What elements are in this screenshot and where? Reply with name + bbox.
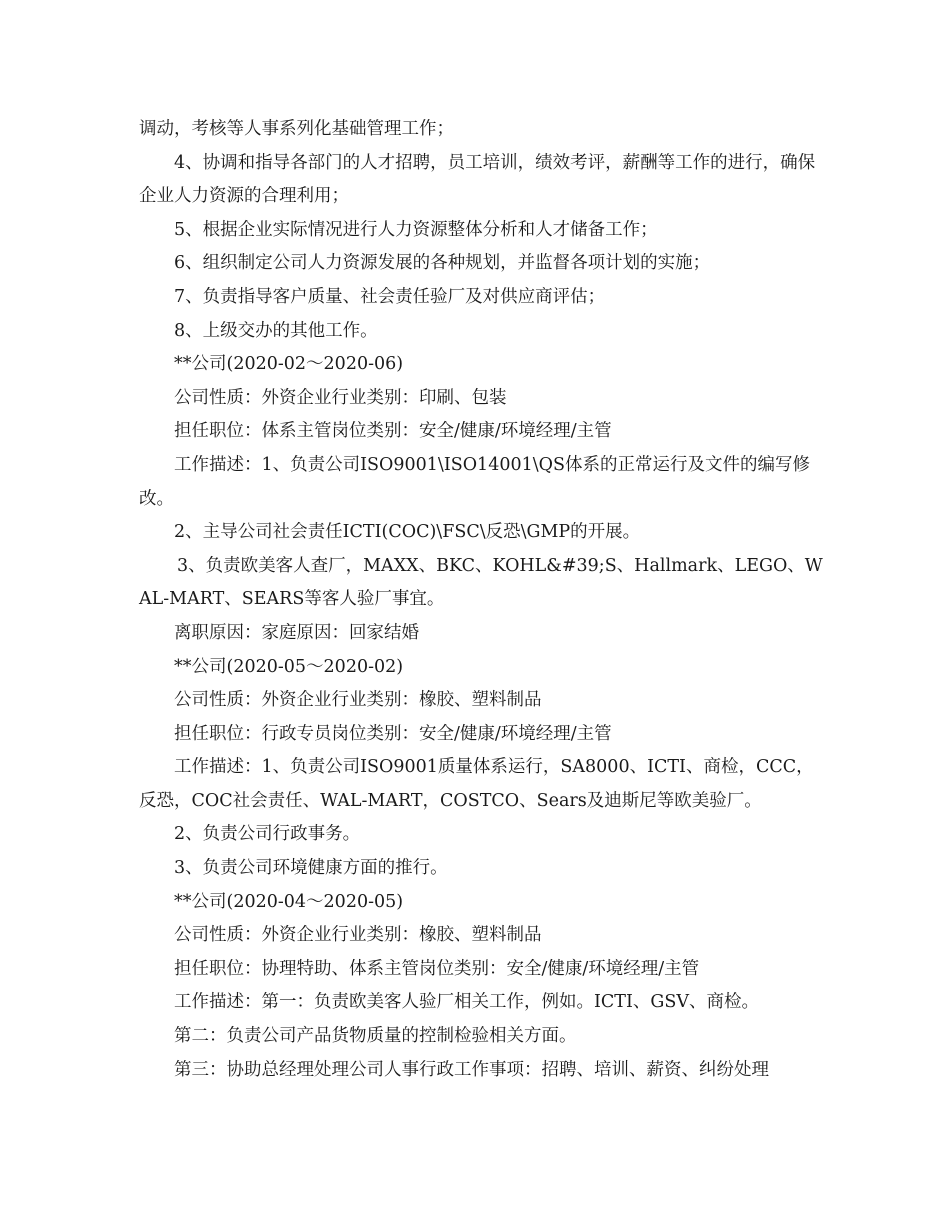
paragraph: 6、组织制定公司人力资源发展的各种规划，并监督各项计划的实施； <box>174 253 711 274</box>
position-held: 担任职位：协理特助、体系主管岗位类别：安全/健康/环境经理/主管 <box>174 958 700 979</box>
paragraph: 3、负责公司环境健康方面的推行。 <box>174 858 448 879</box>
company-nature: 公司性质：外资企业行业类别：橡胶、塑料制品 <box>174 925 542 946</box>
company-heading: **公司(2020-02～2020-06) <box>174 354 404 375</box>
paragraph: 3、负责欧美客人查厂，MAXX、BKC、KOHL&#39;S、Hallmark、LEGO、WAL-MART、SEARS等客人验厂事宜。 <box>139 555 823 610</box>
paragraph: 2、负责公司行政事务。 <box>174 824 361 845</box>
job-description: 工作描述：1、负责公司ISO9001\ISO14001\QS体系的正常运行及文件的编写修改。 <box>139 454 810 509</box>
paragraph: 第三：协助总经理处理公司人事行政工作事项：招聘、培训、薪资、纠纷处理 <box>174 1059 769 1080</box>
company-heading: **公司(2020-04～2020-05) <box>174 891 404 912</box>
paragraph: 4、协调和指导各部门的人才招聘，员工培训，绩效考评，薪酬等工作的进行，确保企业人力资源的合理利用； <box>139 152 816 207</box>
document-page <box>139 113 829 1087</box>
paragraph: 2、主导公司社会责任ICTI(COC)\FSC\反恐\GMP的开展。 <box>174 522 641 543</box>
company-nature: 公司性质：外资企业行业类别：橡胶、塑料制品 <box>174 690 542 711</box>
paragraph: 8、上级交办的其他工作。 <box>174 320 378 341</box>
company-heading: **公司(2020-05～2020-02) <box>174 656 404 677</box>
paragraph: 第二：负责公司产品货物质量的控制检验相关方面。 <box>174 1026 577 1047</box>
paragraph: 7、负责指导客户质量、社会责任验厂及对供应商评估； <box>174 286 606 307</box>
company-nature: 公司性质：外资企业行业类别：印刷、包装 <box>174 387 507 408</box>
job-description: 工作描述：第一：负责欧美客人验厂相关工作，例如。ICTI、GSV、商检。 <box>174 992 759 1013</box>
paragraph: 5、根据企业实际情况进行人力资源整体分析和人才储备工作； <box>174 219 658 240</box>
position-held: 担任职位：体系主管岗位类别：安全/健康/环境经理/主管 <box>174 421 612 442</box>
paragraph: 调动，考核等人事系列化基础管理工作； <box>139 119 454 139</box>
job-description: 工作描述：1、负责公司ISO9001质量体系运行，SA8000、ICTI、商检，CCC，反恐，COC社会责任、WAL-MART，COSTCO、Sears及迪斯尼等欧美验厂。 <box>139 757 814 811</box>
position-held: 担任职位：行政专员岗位类别：安全/健康/环境经理/主管 <box>174 723 612 744</box>
leaving-reason: 离职原因：家庭原因：回家结婚 <box>174 622 419 643</box>
